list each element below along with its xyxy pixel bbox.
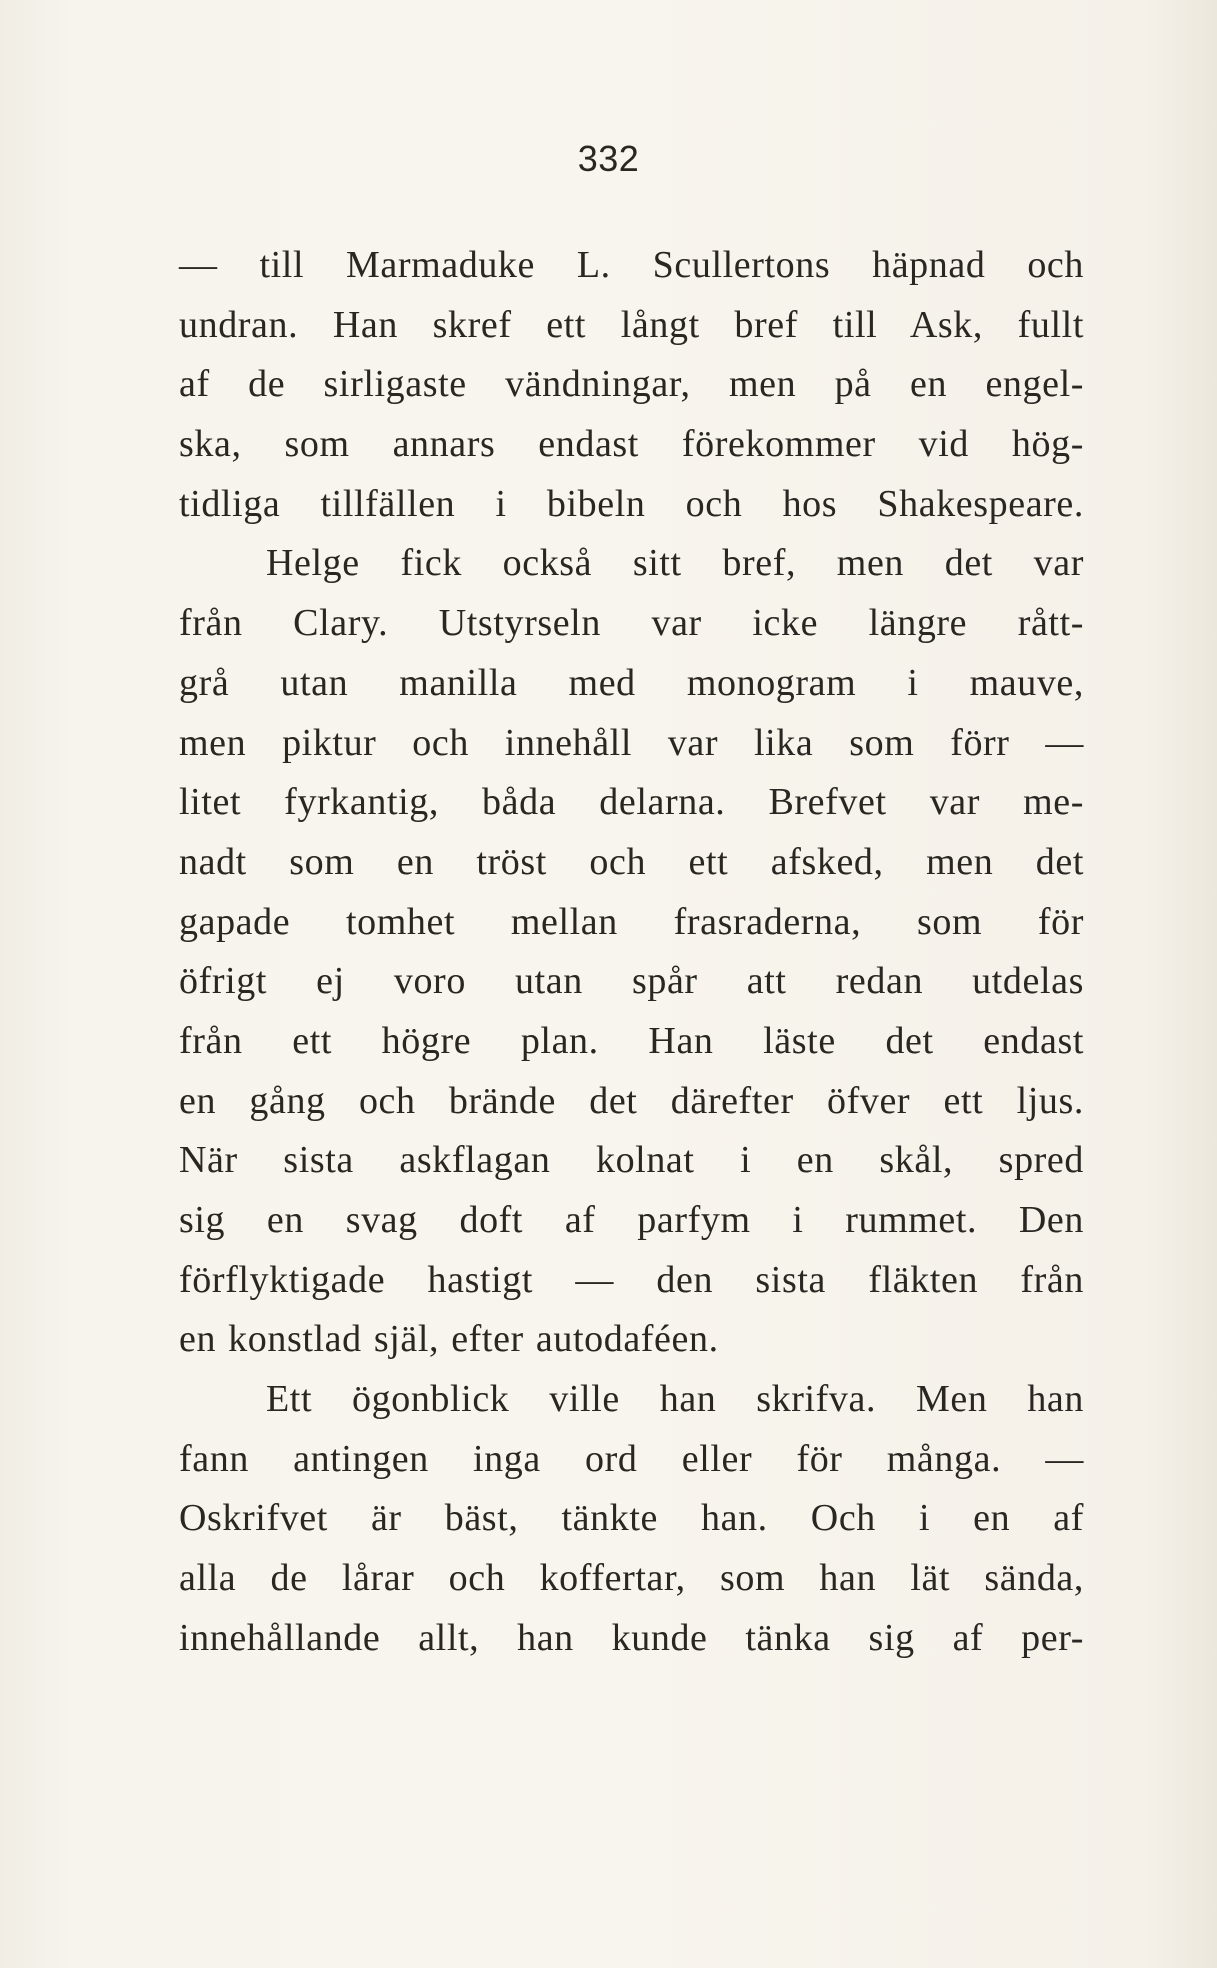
text-line: ska, som annars endast förekommer vid hög- <box>179 423 1084 466</box>
body-text <box>179 236 1084 1669</box>
text-line: sig en svag doft af parfym i rummet. Den <box>179 1199 1084 1241</box>
text-line: en gång och brände det därefter öfver ett ljus. <box>179 1079 1084 1122</box>
text-line: När sista askflagan kolnat i en skål, spred <box>179 1139 1084 1182</box>
page-number: 332 <box>577 138 640 179</box>
text-line: undran. Han skref ett långt bref till Ask, fullt <box>179 303 1084 346</box>
text-line: en konstlad själ, efter autodaféen. <box>179 1318 719 1361</box>
text-line: tidliga tillfällen i bibeln och hos Shakespeare. <box>179 482 1084 525</box>
text-line: alla de lårar och koffertar, som han lät sända, <box>179 1557 1084 1600</box>
text-line: fann antingen inga ord eller för många. — <box>179 1437 1084 1480</box>
text-line: af de sirligaste vändningar, men på en engel- <box>179 363 1084 406</box>
text-line: innehållande allt, han kunde tänka sig af per- <box>179 1616 1084 1659</box>
text-line: från ett högre plan. Han läste det endast <box>179 1019 1084 1062</box>
text-line: nadt som en tröst och ett afsked, men det <box>179 840 1084 883</box>
text-line: gapade tomhet mellan frasraderna, som för <box>179 900 1084 943</box>
text-line: Helge fick också sitt bref, men det var <box>266 542 1084 585</box>
text-line: grå utan manilla med monogram i mauve, <box>179 661 1084 704</box>
text-line: men piktur och innehåll var lika som förr — <box>179 721 1084 764</box>
text-line: från Clary. Utstyrseln var icke längre rått- <box>179 602 1084 645</box>
text-line: Ett ögonblick ville han skrifva. Men han <box>266 1378 1084 1421</box>
text-line: — till Marmaduke L. Scullertons häpnad och <box>179 244 1084 286</box>
text-line: öfrigt ej voro utan spår att redan utdelas <box>179 960 1084 1003</box>
text-line: litet fyrkantig, båda delarna. Brefvet var me- <box>179 781 1084 824</box>
text-line: Oskrifvet är bäst, tänkte han. Och i en af <box>179 1497 1084 1540</box>
text-line: förflyktigade hastigt — den sista fläkten från <box>179 1258 1084 1301</box>
